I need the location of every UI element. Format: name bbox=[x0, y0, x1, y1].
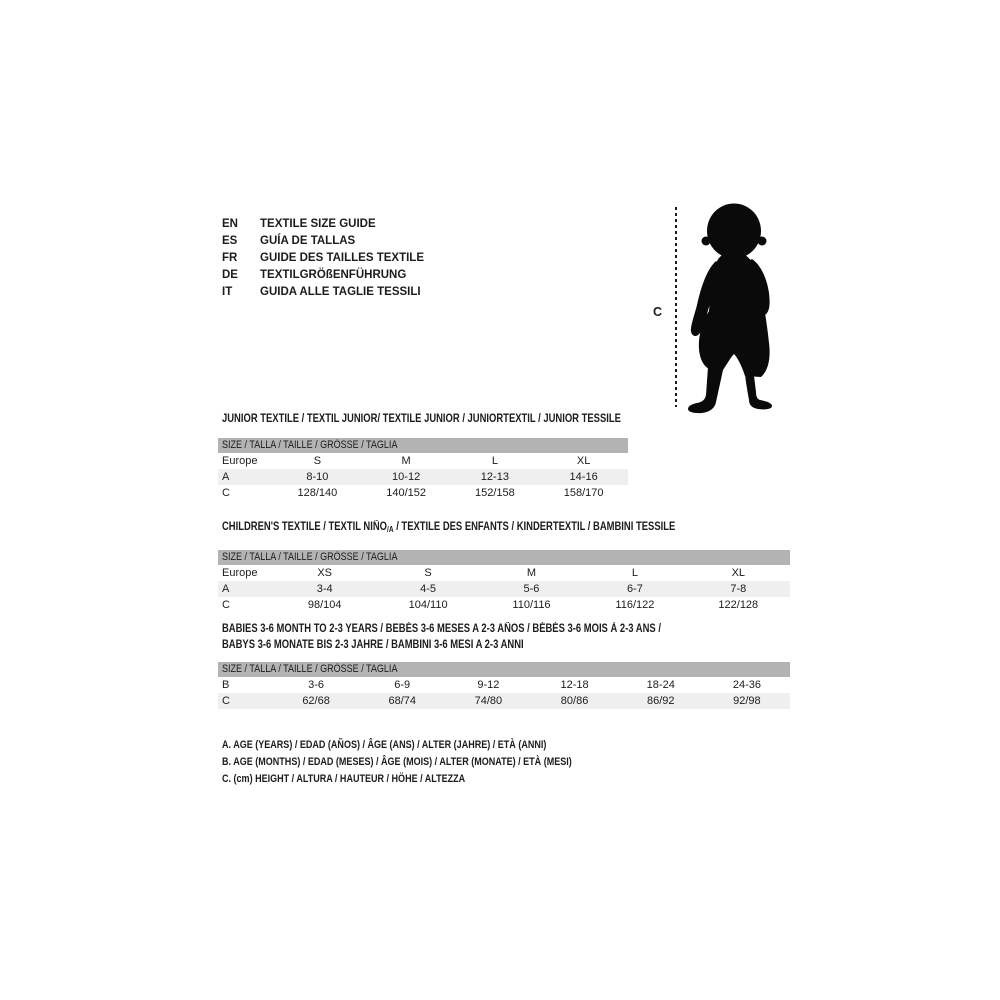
size-cell: 18-24 bbox=[646, 679, 675, 691]
size-cell: 6-7 bbox=[626, 583, 643, 595]
row-label: A bbox=[222, 583, 230, 595]
size-cell: M bbox=[526, 567, 537, 579]
size-cell: 5-6 bbox=[523, 583, 540, 595]
row-label: C bbox=[222, 695, 230, 707]
table-title: BABIES 3-6 MONTH TO 2-3 YEARS / BEBÉS 3-6 MESES A 2-3 AÑOS / BÉBÉS 3-6 MOIS À 2-3 ANS / bbox=[222, 623, 661, 635]
junior-size-table bbox=[218, 411, 628, 501]
size-cell: 8-10 bbox=[306, 471, 329, 483]
language-code: IT bbox=[222, 286, 233, 298]
language-code: FR bbox=[222, 252, 238, 264]
row-label: B bbox=[222, 679, 230, 691]
table-row bbox=[218, 469, 628, 485]
language-code: ES bbox=[222, 235, 238, 247]
size-cell: L bbox=[491, 455, 498, 467]
size-cell: 12-13 bbox=[480, 471, 509, 483]
size-cell: 3-4 bbox=[316, 583, 333, 595]
children-size-table bbox=[218, 519, 790, 613]
language-code: DE bbox=[222, 269, 238, 281]
size-cell: 10-12 bbox=[392, 471, 421, 483]
language-code: EN bbox=[222, 218, 238, 230]
size-cell: 68/74 bbox=[388, 695, 416, 707]
size-cell: XL bbox=[731, 567, 746, 579]
title-subscript: /A bbox=[387, 525, 394, 534]
row-label: Europe bbox=[222, 567, 258, 579]
size-cell: 98/104 bbox=[307, 599, 342, 611]
row-label: Europe bbox=[222, 455, 258, 467]
size-cell: 140/152 bbox=[386, 487, 426, 499]
size-cell: 110/116 bbox=[512, 599, 551, 611]
language-row-en bbox=[222, 216, 424, 233]
table-row bbox=[218, 597, 790, 613]
size-cell: 104/110 bbox=[408, 599, 448, 611]
language-row-de bbox=[222, 267, 424, 284]
size-header-bar: SIZE / TALLA / TAILLE / GRÖSSE / TAGLIA bbox=[218, 550, 790, 565]
size-cell: L bbox=[631, 567, 638, 579]
size-cell: 9-12 bbox=[477, 679, 500, 691]
size-cell: 116/122 bbox=[615, 599, 655, 611]
size-cell: 7-8 bbox=[730, 583, 747, 595]
size-cell: 6-9 bbox=[394, 679, 411, 691]
size-cell: 158/170 bbox=[563, 487, 604, 499]
size-cell: 86/92 bbox=[646, 695, 675, 707]
table-title: JUNIOR TEXTILE / TEXTIL JUNIOR/ TEXTILE JUNIOR / JUNIORTEXTIL / JUNIOR TESSILE bbox=[222, 413, 621, 425]
footnote-a: A. AGE (YEARS) / EDAD (AÑOS) / ÂGE (ANS) / ALTER (JAHRE) / ETÀ (ANNI) bbox=[222, 739, 547, 751]
size-cell: M bbox=[401, 455, 411, 467]
row-label: C bbox=[222, 599, 230, 611]
height-measure-dashed-line bbox=[675, 207, 677, 407]
size-cell: 62/68 bbox=[302, 695, 330, 707]
language-title: GUIDE DES TAILLES TEXTILE bbox=[260, 252, 424, 264]
size-cell: 3-6 bbox=[308, 679, 325, 691]
size-cell: 24-36 bbox=[732, 679, 761, 691]
language-title: TEXTILGRÖßENFÜHRUNG bbox=[260, 269, 407, 281]
size-cell: S bbox=[313, 455, 322, 467]
table-row bbox=[218, 485, 628, 501]
language-row-es bbox=[222, 233, 424, 250]
table-row bbox=[218, 453, 628, 469]
size-cell: 74/80 bbox=[474, 695, 503, 707]
footnote-legend bbox=[218, 737, 649, 788]
size-cell: 14-16 bbox=[569, 471, 598, 483]
footnote-b: B. AGE (MONTHS) / EDAD (MESES) / ÂGE (MOIS) / ALTER (MONATE) / ETÀ (MESI) bbox=[222, 756, 572, 768]
language-list bbox=[222, 216, 424, 301]
row-label: A bbox=[222, 471, 230, 483]
size-cell: 4-5 bbox=[420, 583, 437, 595]
size-cell: XS bbox=[317, 567, 333, 579]
language-row-fr bbox=[222, 250, 424, 267]
size-cell: XL bbox=[576, 455, 591, 467]
table-row bbox=[218, 677, 790, 693]
language-title: GUIDA ALLE TAGLIE TESSILI bbox=[260, 286, 421, 298]
table-title-line2: BABYS 3-6 MONATE BIS 2-3 JAHRE / BAMBINI 3-6 MESI A 2-3 ANNI bbox=[222, 639, 524, 651]
language-title: GUÍA DE TALLAS bbox=[260, 235, 356, 247]
size-cell: 92/98 bbox=[733, 695, 761, 707]
language-row-it bbox=[222, 284, 424, 301]
language-title: TEXTILE SIZE GUIDE bbox=[260, 218, 376, 230]
size-cell: 152/158 bbox=[474, 487, 515, 499]
size-cell: S bbox=[424, 567, 432, 579]
size-cell: 128/140 bbox=[297, 487, 338, 499]
size-cell: 12-18 bbox=[560, 679, 589, 691]
toddler-silhouette bbox=[687, 201, 782, 414]
row-label: C bbox=[222, 487, 230, 499]
table-title: CHILDREN'S TEXTILE / TEXTIL $NIÑO_{/A}$ / TEXTILE DES ENFANTS / KINDERTEXTIL / BAMBINI TESSILE bbox=[222, 521, 676, 534]
size-header-bar: SIZE / TALLA / TAILLE / GRÖSSE / TAGLIA bbox=[218, 662, 790, 677]
table-row bbox=[218, 565, 790, 581]
table-row bbox=[218, 693, 790, 709]
size-cell: 80/86 bbox=[560, 695, 589, 707]
size-cell: 122/128 bbox=[718, 599, 759, 611]
size-header-bar: SIZE / TALLA / TAILLE / GRÖSSE / TAGLIA bbox=[218, 438, 628, 453]
babies-size-table bbox=[218, 621, 790, 709]
footnote-c: C. (cm) HEIGHT / ALTURA / HAUTEUR / HÖHE / ALTEZZA bbox=[222, 773, 466, 785]
table-row bbox=[218, 581, 790, 597]
height-measure-label: C bbox=[653, 305, 663, 319]
